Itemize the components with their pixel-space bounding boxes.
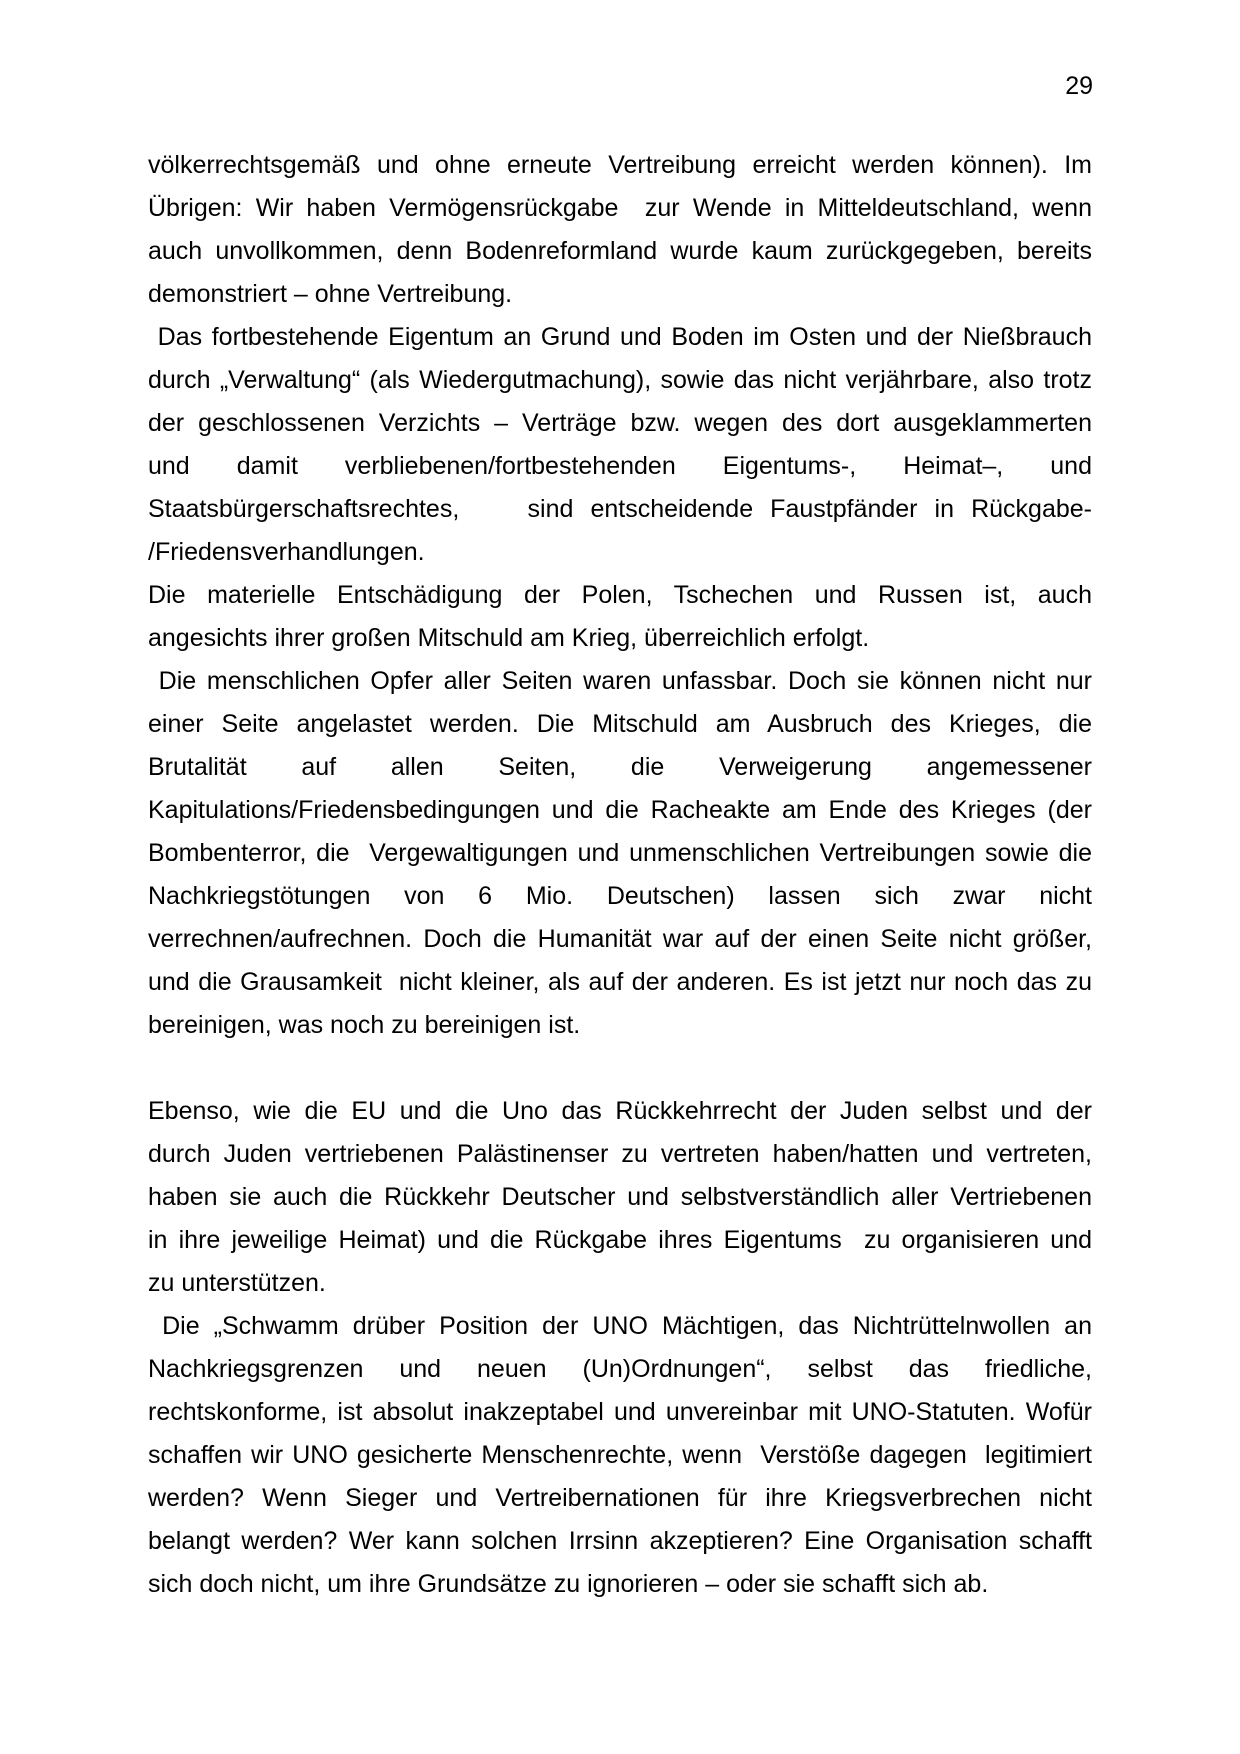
text-line: völkerrechtsgemäß und ohne erneute Vertreibung erreicht werden können). Im	[148, 151, 1092, 179]
text-line: zu unterstützen.	[148, 1269, 326, 1297]
text-line: Übrigen: Wir haben Vermögensrückgabe zur Wende in Mitteldeutschland, wenn	[148, 194, 1092, 222]
text-line: Ebenso, wie die EU und die Uno das Rückkehrrecht der Juden selbst und der	[148, 1097, 1092, 1125]
text-line: bereinigen, was noch zu bereinigen ist.	[148, 1011, 581, 1039]
text-line: belangt werden? Wer kann solchen Irrsinn akzeptieren? Eine Organisation schafft	[148, 1527, 1092, 1555]
text-line: angesichts ihrer großen Mitschuld am Krieg, überreichlich erfolgt.	[148, 624, 870, 652]
document-body	[148, 144, 1092, 1606]
text-line: durch „Verwaltung“ (als Wiedergutmachung), sowie das nicht verjährbare, also trotz	[148, 366, 1092, 394]
text-line: Bombenterror, die Vergewaltigungen und unmenschlichen Vertreibungen sowie die	[148, 839, 1092, 867]
text-line: Die „Schwamm drüber Position der UNO Mächtigen, das Nichtrüttelnwollen an	[148, 1312, 1092, 1340]
paragraph	[148, 574, 1092, 660]
text-line: werden? Wenn Sieger und Vertreibernationen für ihre Kriegsverbrechen nicht	[148, 1484, 1092, 1512]
paragraph	[148, 316, 1092, 574]
text-line: Das fortbestehende Eigentum an Grund und Boden im Osten und der Nießbrauch	[148, 323, 1092, 351]
text-line: Staatsbürgerschaftsrechtes, sind entscheidende Faustpfänder in Rückgabe-	[148, 495, 1092, 523]
text-line: Nachkriegsgrenzen und neuen (Un)Ordnungen“, selbst das friedliche,	[148, 1355, 1092, 1383]
text-line: durch Juden vertriebenen Palästinenser zu vertreten haben/hatten und vertreten,	[148, 1140, 1092, 1168]
text-line: sich doch nicht, um ihre Grundsätze zu ignorieren – oder sie schafft sich ab.	[148, 1570, 989, 1598]
paragraph	[148, 660, 1092, 1047]
text-line: Kapitulations/Friedensbedingungen und die Racheakte am Ende des Krieges (der	[148, 796, 1092, 824]
text-line: und die Grausamkeit nicht kleiner, als auf der anderen. Es ist jetzt nur noch das zu	[148, 968, 1092, 996]
text-line: und damit verbliebenen/fortbestehenden Eigentums-, Heimat–, und	[148, 452, 1092, 480]
text-line: Die menschlichen Opfer aller Seiten waren unfassbar. Doch sie können nicht nur	[148, 667, 1092, 695]
text-line: Nachkriegstötungen von 6 Mio. Deutschen) lassen sich zwar nicht	[148, 882, 1092, 910]
text-line: demonstriert – ohne Vertreibung.	[148, 280, 513, 308]
text-line: rechtskonforme, ist absolut inakzeptabel und unvereinbar mit UNO-Statuten. Wofür	[148, 1398, 1092, 1426]
text-line: der geschlossenen Verzichts – Verträge bzw. wegen des dort ausgeklammerten	[148, 409, 1092, 437]
page-number: 29	[1065, 72, 1093, 100]
text-line: Die materielle Entschädigung der Polen, Tschechen und Russen ist, auch	[148, 581, 1092, 609]
text-line: einer Seite angelastet werden. Die Mitschuld am Ausbruch des Krieges, die	[148, 710, 1092, 738]
paragraph	[148, 1305, 1092, 1606]
text-line: Brutalität auf allen Seiten, die Verweigerung angemessener	[148, 753, 1092, 781]
paragraph	[148, 144, 1092, 316]
text-line: schaffen wir UNO gesicherte Menschenrechte, wenn Verstöße dagegen legitimiert	[148, 1441, 1092, 1469]
paragraph	[148, 1090, 1092, 1305]
text-line: haben sie auch die Rückkehr Deutscher und selbstverständlich aller Vertriebenen	[148, 1183, 1092, 1211]
text-line: in ihre jeweilige Heimat) und die Rückgabe ihres Eigentums zu organisieren und	[148, 1226, 1092, 1254]
text-line: auch unvollkommen, denn Bodenreformland wurde kaum zurückgegeben, bereits	[148, 237, 1092, 265]
text-line: verrechnen/aufrechnen. Doch die Humanität war auf der einen Seite nicht größer,	[148, 925, 1092, 953]
text-line: /Friedensverhandlungen.	[148, 538, 425, 566]
